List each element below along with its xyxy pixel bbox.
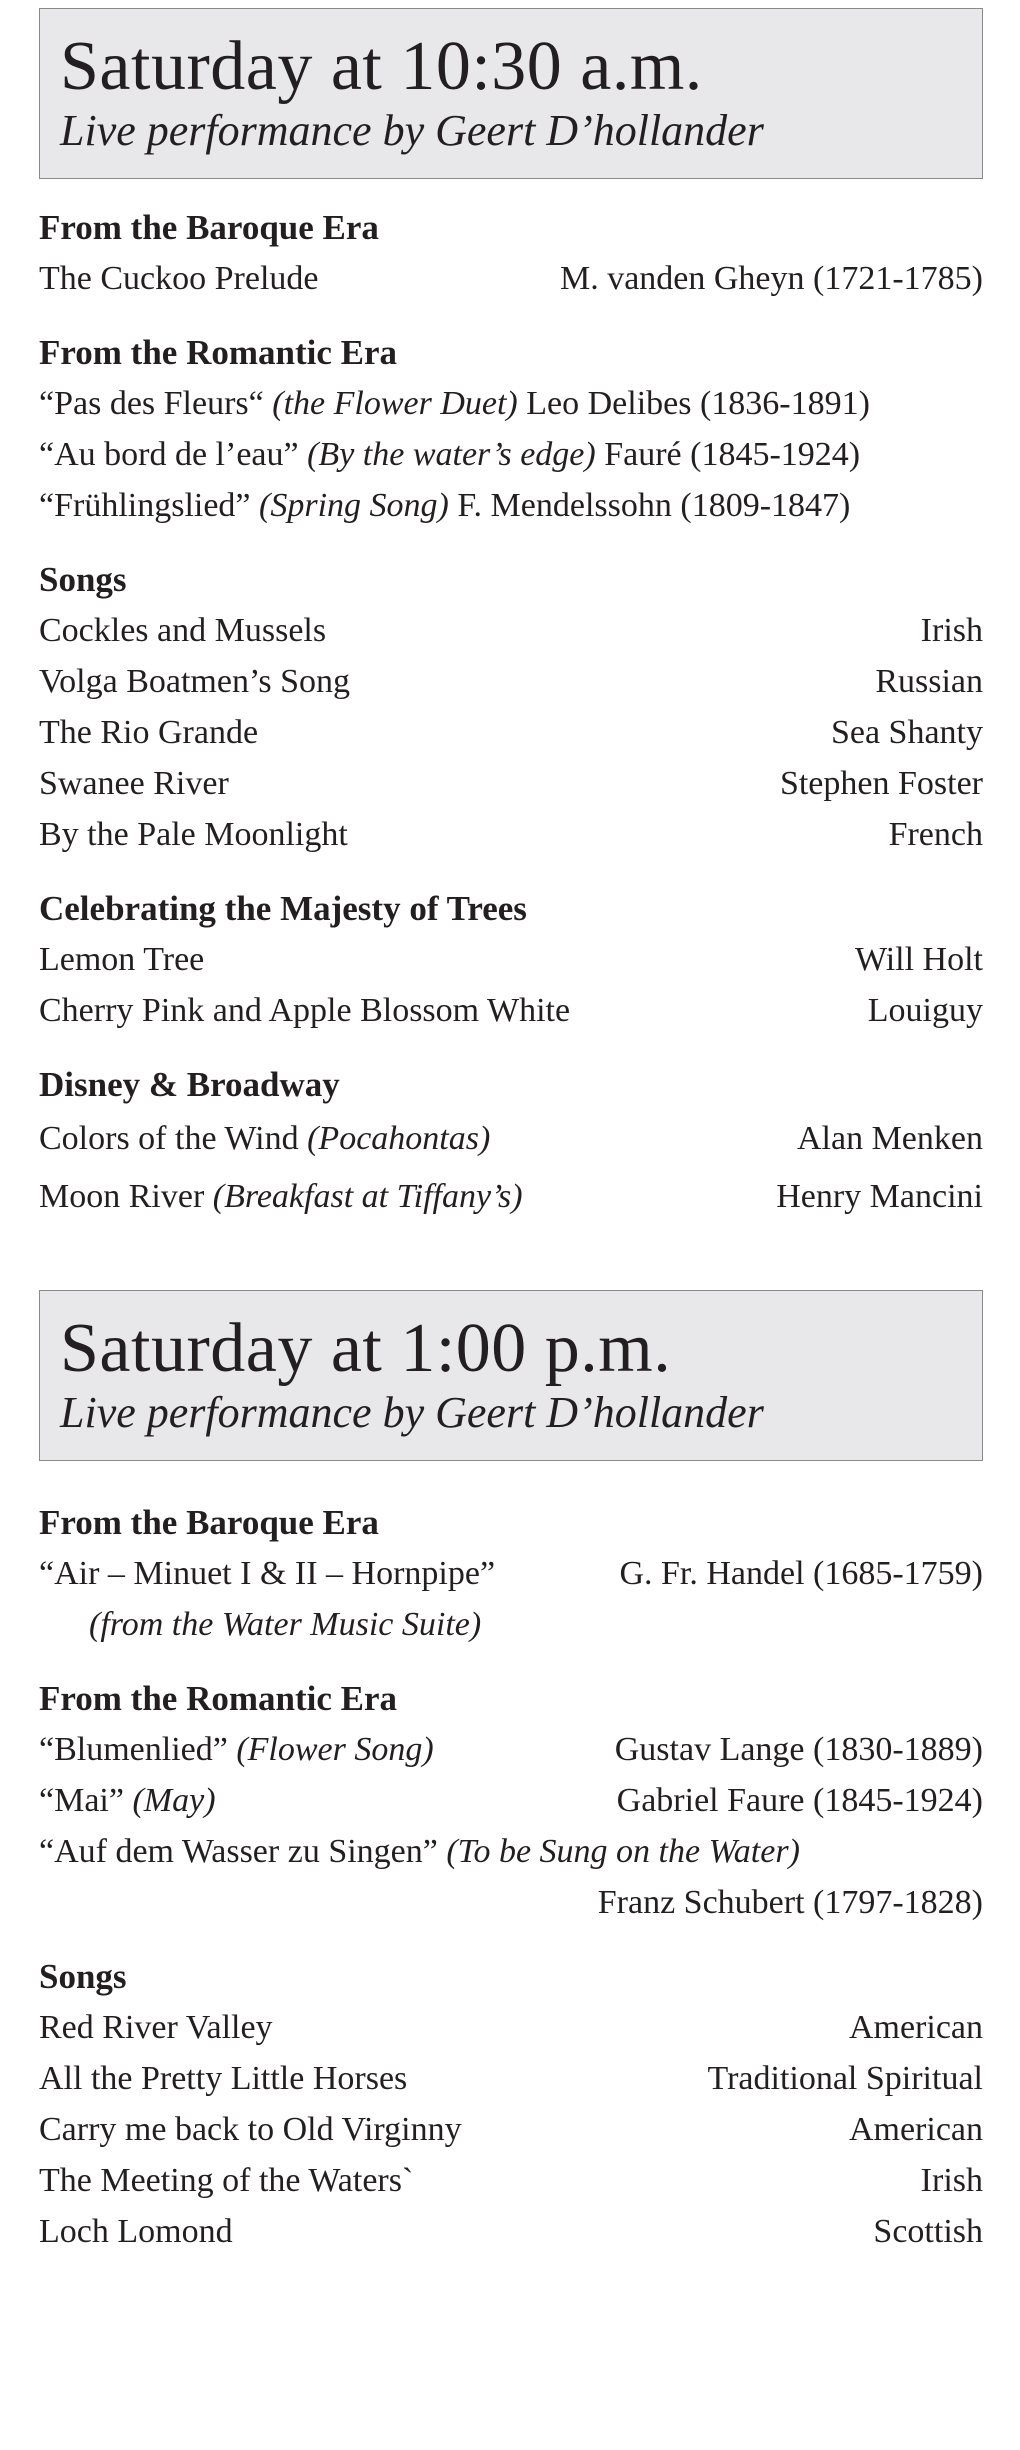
piece-origin: Sea Shanty: [830, 714, 983, 751]
piece-origin: French: [888, 816, 983, 853]
piece-origin: Traditional Spiritual: [707, 2060, 983, 2097]
program-item: [39, 934, 983, 985]
performance-2-banner: [39, 1290, 983, 1461]
performance-1-banner: [39, 8, 983, 179]
program-item: [39, 253, 983, 304]
piece-subtitle: (the Flower Duet): [272, 385, 518, 422]
piece-origin: American: [848, 2111, 983, 2148]
section-heading: Songs: [39, 1957, 127, 1996]
piece-title: “Blumenlied”: [39, 1731, 228, 1768]
piece-title: Volga Boatmen’s Song: [39, 663, 351, 700]
piece-composer: Leo Delibes (1836-1891): [526, 385, 870, 422]
piece-title: “Pas des Fleurs“: [39, 385, 264, 422]
section-heading: Disney & Broadway: [39, 1065, 340, 1104]
piece-composer: F. Mendelssohn (1809-1847): [457, 487, 851, 524]
program-item: [39, 656, 983, 707]
program-item: [39, 707, 983, 758]
p2-romantic-section: [39, 1673, 983, 1928]
piece-title-group: [39, 1168, 523, 1226]
piece-composer: Fauré (1845-1924): [604, 436, 861, 473]
performance-2-subtitle: Live performance by Geert D’hollander: [60, 1388, 764, 1437]
piece-origin: Russian: [875, 663, 983, 700]
section-heading: From the Romantic Era: [39, 333, 398, 372]
piece-subtitle: (Breakfast at Tiffany’s): [212, 1178, 523, 1215]
piece-title: “Frühlingslied”: [39, 487, 251, 524]
program-item: [39, 985, 983, 1036]
piece-composer: Gustav Lange (1830-1889): [614, 1731, 983, 1768]
piece-title: Loch Lomond: [39, 2213, 233, 2250]
piece-title: The Meeting of the Waters`: [39, 2162, 414, 2199]
program-item: [39, 1548, 983, 1599]
program-item-composer-line: [39, 1877, 983, 1928]
piece-title: Carry me back to Old Virginny: [39, 2111, 462, 2148]
piece-title-group: [39, 1110, 490, 1168]
program-item: [39, 605, 983, 656]
piece-composer: Franz Schubert (1797-1828): [597, 1884, 983, 1921]
piece-subtitle: (May): [132, 1782, 216, 1819]
program-item: [39, 378, 983, 429]
p2-baroque-section: [39, 1497, 983, 1650]
piece-title: “Air – Minuet I & II – Hornpipe”: [39, 1555, 496, 1592]
section-heading: Celebrating the Majesty of Trees: [39, 889, 527, 928]
program-item: [39, 480, 983, 531]
piece-origin: Scottish: [873, 2213, 983, 2250]
section-heading: Songs: [39, 560, 127, 599]
piece-title: Moon River: [39, 1178, 205, 1215]
program-item: [39, 2206, 983, 2257]
program-page: [39, 8, 983, 2257]
performance-1-subtitle: Live performance by Geert D’hollander: [60, 106, 764, 155]
piece-subtitle: (Pocahontas): [307, 1120, 491, 1157]
piece-composer: M. vanden Gheyn (1721-1785): [559, 260, 983, 297]
performance-1-title: Saturday at 10:30 a.m.: [60, 28, 703, 105]
piece-title: Red River Valley: [39, 2009, 273, 2046]
piece-composer: Gabriel Faure (1845-1924): [616, 1782, 983, 1819]
piece-title: The Rio Grande: [39, 714, 259, 751]
p1-romantic-section: [39, 327, 983, 531]
piece-title-group: [39, 1724, 434, 1775]
piece-title: Swanee River: [39, 765, 229, 802]
piece-title: Lemon Tree: [39, 941, 205, 978]
piece-title: Cockles and Mussels: [39, 612, 327, 649]
performance-2-title: Saturday at 1:00 p.m.: [60, 1310, 672, 1387]
piece-origin: Alan Menken: [796, 1120, 983, 1157]
p1-baroque-section: [39, 202, 983, 304]
piece-subtitle: (By the water’s edge): [307, 436, 596, 473]
piece-origin: Stephen Foster: [779, 765, 983, 802]
piece-subtitle: (Flower Song): [236, 1731, 434, 1768]
piece-title: Colors of the Wind: [39, 1120, 299, 1157]
program-item: [39, 2155, 983, 2206]
program-item: [39, 809, 983, 860]
program-item: [39, 2104, 983, 2155]
program-item: [39, 1110, 983, 1168]
piece-subtitle: (Spring Song): [259, 487, 449, 524]
program-item: [39, 2002, 983, 2053]
program-item: [39, 1168, 983, 1226]
program-item: [39, 2053, 983, 2104]
piece-title: By the Pale Moonlight: [39, 816, 348, 853]
piece-origin: Henry Mancini: [776, 1178, 983, 1215]
piece-subtitle: (from the Water Music Suite): [89, 1606, 482, 1643]
p1-disney-section: [39, 1059, 983, 1226]
piece-title: “Au bord de l’eau”: [39, 436, 299, 473]
piece-title: “Auf dem Wasser zu Singen”: [39, 1833, 438, 1870]
piece-title: The Cuckoo Prelude: [39, 260, 319, 297]
program-item: [39, 1724, 983, 1775]
piece-origin: American: [848, 2009, 983, 2046]
piece-origin: Irish: [920, 2162, 983, 2199]
p1-trees-section: [39, 883, 983, 1036]
section-heading: From the Baroque Era: [39, 208, 379, 247]
program-item: [39, 758, 983, 809]
p1-songs-section: [39, 554, 983, 860]
piece-title-group: [39, 1775, 216, 1826]
piece-title: All the Pretty Little Horses: [39, 2060, 408, 2097]
piece-origin: Irish: [920, 612, 983, 649]
p2-songs-section: [39, 1951, 983, 2257]
section-heading: From the Romantic Era: [39, 1679, 398, 1718]
piece-origin: Louiguy: [867, 992, 983, 1029]
program-item: [39, 1826, 983, 1877]
section-heading: From the Baroque Era: [39, 1503, 379, 1542]
program-item: [39, 1775, 983, 1826]
piece-origin: Will Holt: [854, 941, 983, 978]
program-item: [39, 429, 983, 480]
piece-title: Cherry Pink and Apple Blossom White: [39, 992, 571, 1029]
piece-subtitle: (To be Sung on the Water): [446, 1833, 800, 1870]
piece-title: “Mai”: [39, 1782, 124, 1819]
piece-composer: G. Fr. Handel (1685-1759): [619, 1555, 983, 1592]
